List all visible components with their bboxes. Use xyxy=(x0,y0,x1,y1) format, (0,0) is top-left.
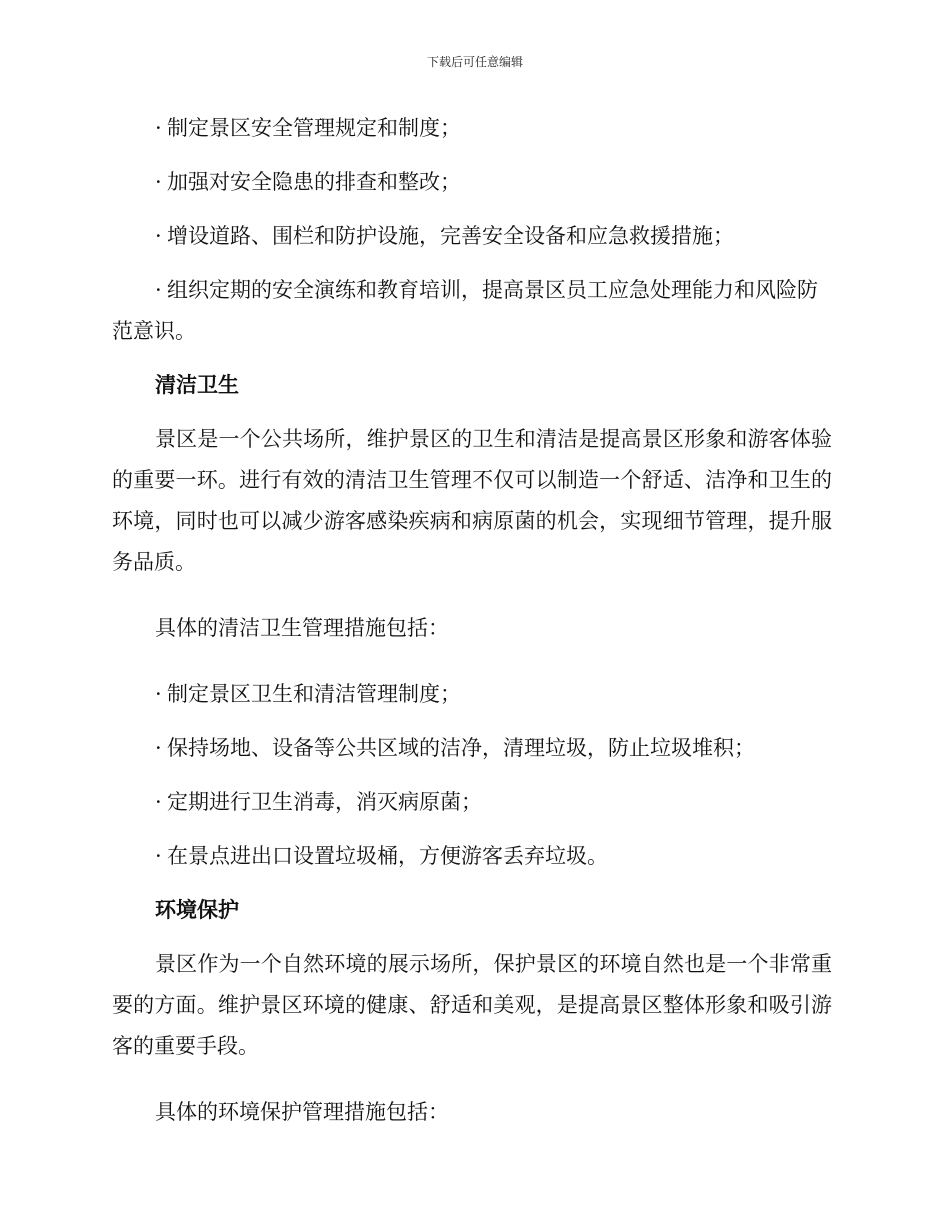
list-item-text: 组织定期的安全演练和教育培训，提高景区员工应急处理能力和风险防范意识。 xyxy=(112,278,818,343)
list-item xyxy=(112,836,832,877)
bullet-dot: · xyxy=(155,736,162,760)
paragraph: 景区作为一个自然环境的展示场所，保护景区的环境自然也是一个非常重要的方面。维护景区环境的健康、舒适和美观，是提高景区整体形象和吸引游客的重要手段。 xyxy=(112,952,832,1058)
section-heading-cleaning: 清洁卫生 xyxy=(155,373,239,397)
list-item-text: 在景点进出口设置垃圾桶，方便游客丢弃垃圾。 xyxy=(167,844,608,868)
paragraph: 具体的环境保护管理措施包括： xyxy=(155,1100,449,1124)
document-body xyxy=(112,108,832,1158)
bullet-dot: · xyxy=(155,790,162,814)
bullet-dot: · xyxy=(155,278,162,302)
list-item xyxy=(112,108,832,149)
section-heading-environment: 环境保护 xyxy=(155,898,239,922)
list-item-text: 加强对安全隐患的排查和整改； xyxy=(167,170,461,194)
list-item-text: 制定景区卫生和清洁管理制度； xyxy=(167,682,461,706)
bullet-dot: · xyxy=(155,682,162,706)
list-item xyxy=(112,162,832,203)
list-item xyxy=(112,674,832,715)
list-item xyxy=(112,728,832,769)
list-item-text: 保持场地、设备等公共区域的洁净，清理垃圾，防止垃圾堆积； xyxy=(167,736,755,760)
list-item-text: 制定景区安全管理规定和制度； xyxy=(167,116,461,140)
bullet-dot: · xyxy=(155,224,162,248)
list-item xyxy=(112,270,832,352)
bullet-dot: · xyxy=(155,116,162,140)
paragraph: 景区是一个公共场所，维护景区的卫生和清洁是提高景区形象和游客体验的重要一环。进行有效的清洁卫生管理不仅可以制造一个舒适、洁净和卫生的环境，同时也可以减少游客感染疾病和病原菌的机会，实现细节管理，提升服务品质。 xyxy=(112,427,832,574)
list-item-text: 增设道路、围栏和防护设施，完善安全设备和应急救援措施； xyxy=(167,224,734,248)
bullet-dot: · xyxy=(155,170,162,194)
paragraph: 具体的清洁卫生管理措施包括： xyxy=(155,616,449,640)
list-item xyxy=(112,216,832,257)
page-header-note: 下载后可任意编辑 xyxy=(426,55,523,69)
bullet-dot: · xyxy=(155,844,162,868)
list-item xyxy=(112,782,832,823)
list-item-text: 定期进行卫生消毒，消灭病原菌； xyxy=(167,790,482,814)
